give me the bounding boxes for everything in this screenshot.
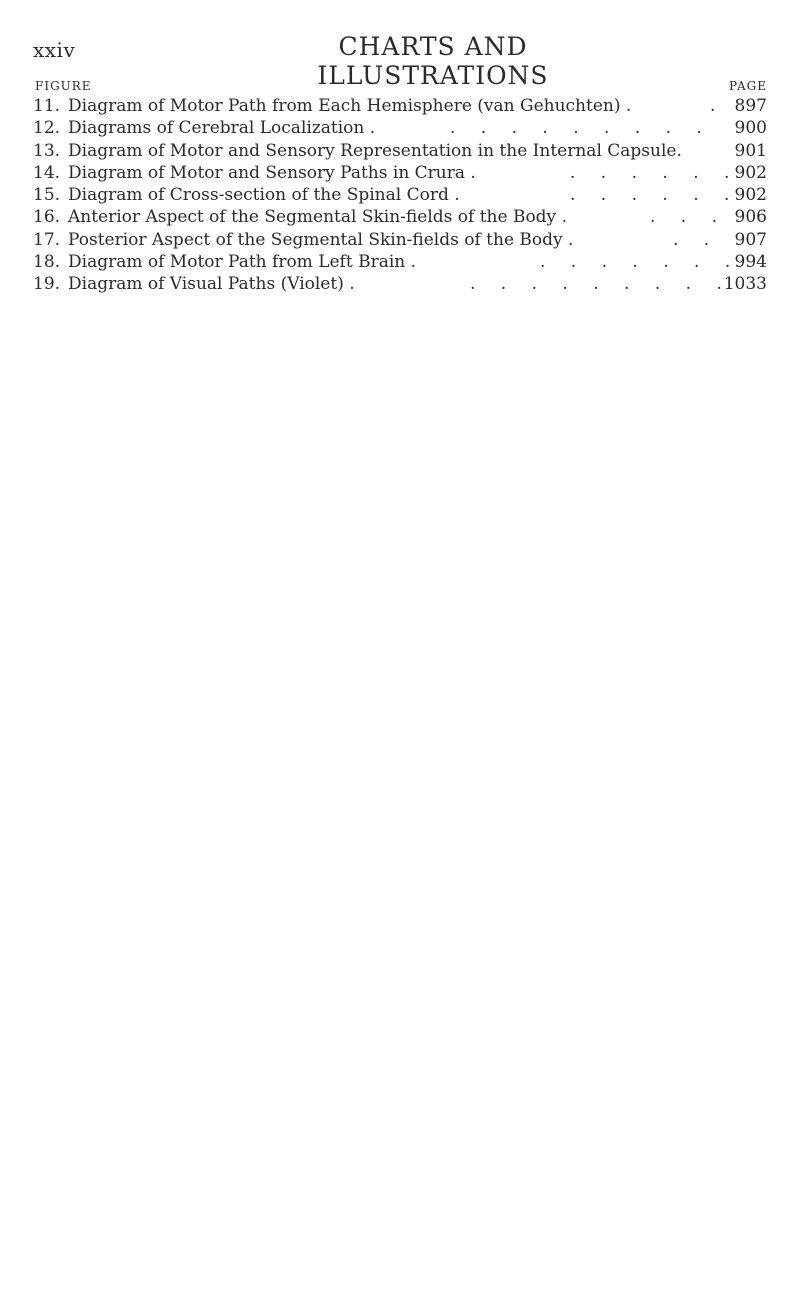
- list-item: [33, 206, 767, 228]
- figure-title: Diagrams of Cerebral Localization .: [68, 118, 376, 139]
- list-item: [33, 117, 767, 139]
- dot-leader: . . . . . . .: [540, 252, 741, 273]
- figure-number: 13.: [33, 140, 61, 161]
- page-ref: 906: [734, 207, 767, 228]
- list-item: [33, 162, 767, 184]
- figure-title: Diagram of Visual Paths (Violet) .: [68, 274, 355, 295]
- figure-number: 16.: [33, 207, 61, 228]
- figure-title: Diagram of Cross-section of the Spinal Cord .: [68, 185, 460, 206]
- page-ref: 994: [734, 252, 767, 273]
- dot-leader: . . . . . .: [570, 162, 740, 183]
- figure-number: 17.: [33, 229, 61, 250]
- list-item: [33, 140, 767, 162]
- list-item: [33, 251, 767, 273]
- page-ref: 1033: [723, 274, 767, 295]
- figure-column-header: FIGURE: [35, 79, 92, 93]
- page-number: xxiv: [33, 38, 76, 62]
- dot-leader: . . .: [650, 207, 728, 228]
- figure-number: 19.: [33, 274, 61, 295]
- page-ref: 901: [734, 140, 767, 161]
- figure-number: 14.: [33, 162, 61, 183]
- figure-title: Diagram of Motor Path from Each Hemisphere (van Gehuchten) .: [68, 96, 632, 116]
- figure-title: Diagram of Motor Path from Left Brain .: [68, 252, 417, 273]
- illustration-list: [33, 95, 767, 296]
- page-title: CHARTS AND ILLUSTRATIONS: [317, 32, 549, 90]
- figure-title: Anterior Aspect of the Segmental Skin-fields of the Body .: [68, 207, 567, 228]
- page-ref: 902: [734, 162, 767, 183]
- dot-leader: . . . . . . . . .: [470, 274, 732, 295]
- page-ref: 897: [734, 96, 767, 116]
- page-ref: 900: [734, 118, 767, 139]
- dot-leader: . . . . . .: [570, 185, 740, 206]
- figure-title: Diagram of Motor and Sensory Representation in the Internal Capsule.: [68, 140, 682, 161]
- dot-leader: .: [710, 96, 726, 116]
- figure-number: 15.: [33, 185, 61, 206]
- list-item: [33, 273, 767, 295]
- page-ref: 902: [734, 185, 767, 206]
- figure-title: Posterior Aspect of the Segmental Skin-fields of the Body .: [68, 229, 574, 250]
- list-item: [33, 95, 767, 117]
- dot-leader: . . . . . . . . .: [450, 118, 712, 139]
- figure-number: 12.: [33, 118, 61, 139]
- figure-number: 11.: [33, 96, 61, 116]
- figure-number: 18.: [33, 252, 61, 273]
- list-item: [33, 184, 767, 206]
- page-column-header: PAGE: [729, 79, 767, 93]
- dot-leader: . .: [673, 229, 720, 250]
- list-item: [33, 229, 767, 251]
- figure-title: Diagram of Motor and Sensory Paths in Crura .: [68, 162, 476, 183]
- page-ref: 907: [734, 229, 767, 250]
